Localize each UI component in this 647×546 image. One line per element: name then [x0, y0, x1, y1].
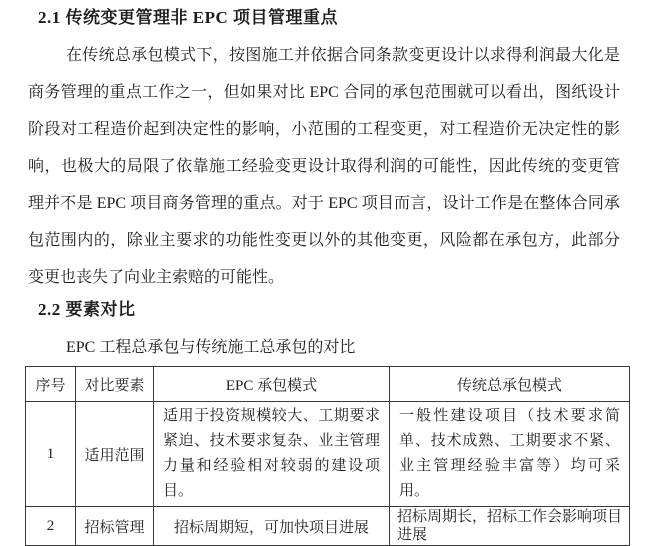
paragraph-line: 在传统总承包模式下，按图施工并依据合同条款变更设计以求得利润最大化是	[66, 47, 620, 64]
table-cell-factor: 适用范围	[76, 402, 154, 507]
section-2-1-heading: 2.1 传统变更管理非 EPC 项目管理重点	[38, 8, 338, 27]
paragraph-line: 阶段对工程造价起到决定性的影响，小范围的工程变更，对工程造价无决定性的影	[28, 121, 620, 138]
table-header-row	[26, 367, 630, 402]
table-cell-no: 2	[26, 507, 76, 546]
section-2-1-paragraph	[28, 37, 620, 296]
table-header-cell-no: 序号	[26, 367, 76, 402]
comparison-table	[25, 366, 630, 546]
section-2-2-heading: 2.2 要素对比	[38, 300, 136, 319]
paragraph-line: 响，也极大的局限了依靠施工经验变更设计取得利润的可能性，因此传统的变更管	[28, 158, 620, 175]
table-row	[26, 402, 630, 507]
table-header-cell-traditional: 传统总承包模式	[390, 367, 630, 402]
table-header-cell-factor: 对比要素	[76, 367, 154, 402]
table-cell-epc: 招标周期短，可加快项目进展	[154, 507, 390, 546]
table-cell-traditional: 一般性建设项目（技术要求简单、技术成熟、工期要求不紧、业主管理经验丰富等）均可采用。	[390, 402, 630, 507]
paragraph-line: 变更也丧失了向业主索赔的可能性。	[28, 269, 285, 286]
paragraph-line: 理并不是 EPC 项目商务管理的重点。对于 EPC 项目而言，设计工作是在整体合同承	[28, 195, 620, 212]
table-caption: EPC 工程总承包与传统施工总承包的对比	[66, 339, 356, 356]
table-cell-traditional: 招标周期长，招标工作会影响项目进展	[390, 507, 630, 546]
table-row	[26, 507, 630, 546]
paragraph-line: 商务管理的重点工作之一，但如果对比 EPC 合同的承包范围就可以看出，图纸设计	[28, 84, 620, 101]
table-header-cell-epc: EPC 承包模式	[154, 367, 390, 402]
paragraph-line: 包范围内的，除业主要求的功能性变更以外的其他变更，风险都在承包方，此部分	[28, 232, 620, 249]
table-cell-no: 1	[26, 402, 76, 507]
table-cell-epc: 适用于投资规模较大、工期要求紧迫、技术要求复杂、业主管理力量和经验相对较弱的建设项目。	[154, 402, 390, 507]
table-cell-factor: 招标管理	[76, 507, 154, 546]
